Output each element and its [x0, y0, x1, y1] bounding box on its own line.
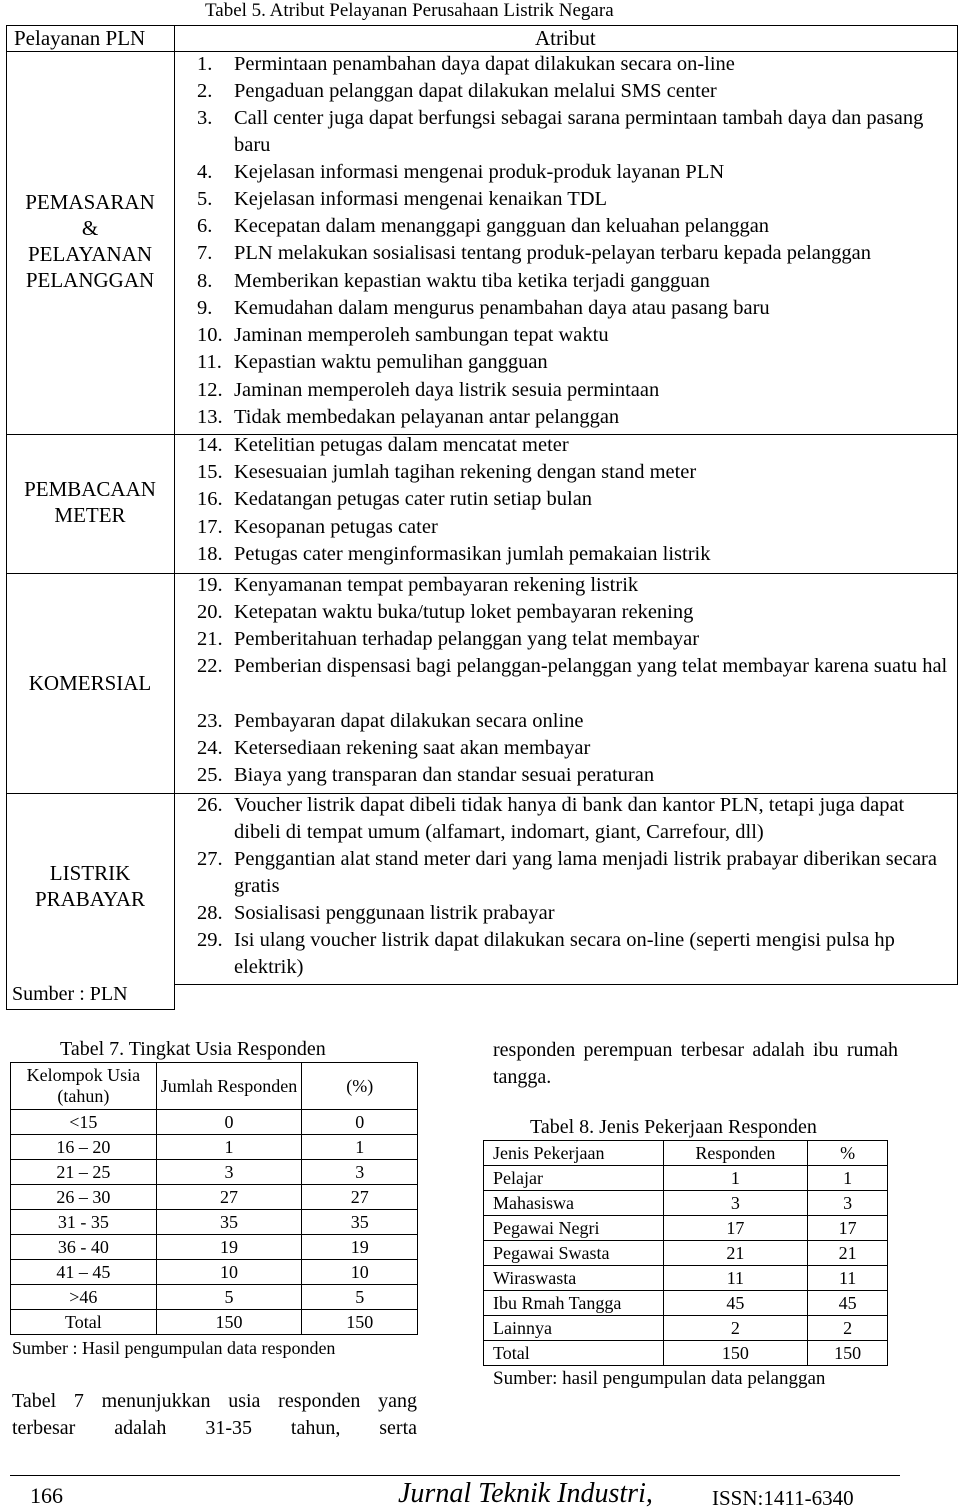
attribute-text: Ketepatan waktu buka/tutup loket pembayaran rekening: [234, 601, 694, 623]
table-cell: Pegawai Swasta: [484, 1241, 664, 1266]
table-row: [484, 1316, 888, 1341]
attribute-number: 11.: [197, 351, 222, 373]
attribute-number: 22.: [197, 655, 223, 677]
table-cell: 21: [808, 1241, 888, 1266]
attribute-text: Petugas cater menginformasikan jumlah pemakaian listrik: [234, 543, 711, 565]
table-row: [11, 1210, 418, 1235]
table-cell: 150: [808, 1341, 888, 1366]
table-row: [484, 1291, 888, 1316]
table-cell: 150: [156, 1310, 302, 1335]
journal-issn: ISSN:1411-6340: [712, 1486, 854, 1510]
journal-name: Jurnal Teknik Industri,: [398, 1478, 653, 1509]
group-line: PEMBACAAN: [24, 477, 156, 501]
group-line: LISTRIK: [49, 861, 131, 885]
group-line: METER: [54, 503, 126, 527]
table-cell: 3: [663, 1191, 808, 1216]
table-cell: 0: [156, 1110, 302, 1135]
table5-attribute-header: Atribut: [535, 26, 596, 50]
table-cell: 1: [663, 1166, 808, 1191]
attribute-number: 10.: [197, 324, 223, 346]
attribute-text: Kesesuaian jumlah tagihan rekening dengan stand meter: [234, 461, 697, 483]
table-cell: 27: [156, 1185, 302, 1210]
attribute-text: Voucher listrik dapat dibeli tidak hanya di bank dan kantor PLN, tetapi juga dapat dibeli di tempat umum (alfamart, indomart, giant, Carrefour, dll): [234, 794, 905, 843]
attribute-number: 17.: [197, 516, 223, 538]
attribute-text: Pemberian dispensasi bagi pelanggan-pelanggan yang telat membayar karena suatu hal: [234, 655, 948, 677]
attribute-text: Ketelitian petugas dalam mencatat meter: [234, 434, 569, 456]
table-cell: 1: [808, 1166, 888, 1191]
attribute-text: Sosialisasi penggunaan listrik prabayar: [234, 902, 555, 924]
attribute-text: Pengaduan pelanggan dapat dilakukan melalui SMS center: [234, 80, 717, 102]
table-row: [484, 1241, 888, 1266]
table-cell: 21: [663, 1241, 808, 1266]
attribute-text: Permintaan penambahan daya dapat dilakukan secara on-line: [234, 53, 735, 75]
table8-caption: Tabel 8. Jenis Pekerjaan Responden: [530, 1116, 817, 1138]
table7-header-cell: Kelompok Usia (tahun): [11, 1063, 157, 1110]
table-cell: 0: [302, 1110, 418, 1135]
attribute-number: 15.: [197, 461, 223, 483]
table-cell: 10: [156, 1260, 302, 1285]
table-cell: 19: [302, 1235, 418, 1260]
table-cell: 150: [302, 1310, 418, 1335]
attribute-text: Kepastian waktu pemulihan gangguan: [234, 351, 548, 373]
table-row: [11, 1135, 418, 1160]
paragraph-left: Tabel 7 menunjukkan usia responden yang terbesar adalah 31-35 tahun, serta: [12, 1390, 417, 1439]
table-cell: Mahasiswa: [484, 1191, 664, 1216]
table-cell: 2: [808, 1316, 888, 1341]
table-cell: 11: [808, 1266, 888, 1291]
attribute-text: Ketersediaan rekening saat akan membayar: [234, 737, 591, 759]
table-cell: 1: [302, 1135, 418, 1160]
table-cell: 35: [156, 1210, 302, 1235]
table-cell: <15: [11, 1110, 157, 1135]
table-row: [11, 1160, 418, 1185]
table-cell: 10: [302, 1260, 418, 1285]
attribute-text: Kedatangan petugas cater rutin setiap bulan: [234, 488, 593, 510]
table8-header-cell: %: [808, 1141, 888, 1166]
table-cell: 17: [808, 1216, 888, 1241]
group-line: PELAYANAN: [27, 242, 153, 266]
table-cell: 150: [663, 1341, 808, 1366]
attribute-number: 4.: [197, 161, 213, 183]
table-cell: Ibu Rmah Tangga: [484, 1291, 664, 1316]
table-cell: Total: [11, 1310, 157, 1335]
attribute-number: 21.: [197, 628, 223, 650]
table-row: [11, 1185, 418, 1210]
table-row: [484, 1341, 888, 1366]
paragraph-right: responden perempuan terbesar adalah ibu rumah tangga.: [493, 1039, 898, 1088]
attribute-text: Tidak membedakan pelayanan antar pelanggan: [234, 406, 620, 428]
attribute-text: Isi ulang voucher listrik dapat dilakukan secara on-line (seperti mengisi pulsa hp elektrik): [234, 929, 895, 978]
attribute-number: 13.: [197, 406, 223, 428]
table-cell: Pelajar: [484, 1166, 664, 1191]
table5-source: Sumber : PLN: [12, 983, 128, 1005]
attribute-number: 7.: [197, 242, 213, 264]
attribute-text: Kesopanan petugas cater: [234, 516, 438, 538]
page-number: 166: [30, 1483, 63, 1508]
group-line: &: [81, 216, 99, 240]
attribute-text: Kecepatan dalam menanggapi gangguan dan keluahan pelanggan: [234, 215, 770, 237]
attribute-text: Pembayaran dapat dilakukan secara online: [234, 710, 584, 732]
table8-header-cell: Responden: [663, 1141, 808, 1166]
attribute-text: Kejelasan informasi mengenai kenaikan TDL: [234, 188, 608, 210]
table-cell: 19: [156, 1235, 302, 1260]
attribute-number: 18.: [197, 543, 223, 565]
table7-header-cell: Jumlah Responden: [156, 1063, 302, 1110]
table-row: [484, 1166, 888, 1191]
table-cell: Lainnya: [484, 1316, 664, 1341]
table-cell: 11: [663, 1266, 808, 1291]
attribute-number: 16.: [197, 488, 223, 510]
table-cell: 1: [156, 1135, 302, 1160]
table7-caption: Tabel 7. Tingkat Usia Responden: [60, 1038, 326, 1060]
attribute-number: 20.: [197, 601, 223, 623]
attribute-number: 23.: [197, 710, 223, 732]
table-cell: 31 - 35: [11, 1210, 157, 1235]
table-row: [11, 1110, 418, 1135]
table-cell: 2: [663, 1316, 808, 1341]
table8-header-cell: Jenis Pekerjaan: [484, 1141, 664, 1166]
table-cell: 45: [663, 1291, 808, 1316]
table8-source: Sumber: hasil pengumpulan data pelanggan: [493, 1368, 826, 1389]
table-cell: 21 – 25: [11, 1160, 157, 1185]
table-cell: >46: [11, 1285, 157, 1310]
attribute-text: Call center juga dapat berfungsi sebagai sarana permintaan tambah daya dan pasang baru: [234, 107, 924, 156]
table-cell: 26 – 30: [11, 1185, 157, 1210]
attribute-number: 28.: [197, 902, 223, 924]
table7-header-cell: (%): [302, 1063, 418, 1110]
table-row: [484, 1216, 888, 1241]
attribute-number: 12.: [197, 379, 223, 401]
table-cell: 27: [302, 1185, 418, 1210]
table5-service-header: Pelayanan PLN: [14, 26, 146, 50]
attribute-number: 2.: [197, 80, 213, 102]
table-cell: 17: [663, 1216, 808, 1241]
attribute-text: Penggantian alat stand meter dari yang lama menjadi listrik prabayar diberikan secara gratis: [234, 848, 937, 897]
table-cell: 35: [302, 1210, 418, 1235]
attribute-number: 29.: [197, 929, 223, 951]
table-cell: 5: [302, 1285, 418, 1310]
attribute-text: Jaminan memperoleh sambungan tepat waktu: [234, 324, 609, 346]
attribute-number: 9.: [197, 297, 213, 319]
table5-caption: Tabel 5. Atribut Pelayanan Perusahaan Listrik Negara: [205, 0, 614, 21]
attribute-text: PLN melakukan sosialisasi tentang produk-pelayan terbaru kepada pelanggan: [234, 242, 872, 264]
attribute-text: Pemberitahuan terhadap pelanggan yang telat membayar: [234, 628, 700, 650]
group-line: PRABAYAR: [34, 887, 146, 911]
table5-group-prabayar: [6, 860, 174, 912]
table-cell: Total: [484, 1341, 664, 1366]
footer-rule: [10, 1475, 900, 1476]
group-line: PEMASARAN: [25, 190, 155, 214]
table7: [10, 1062, 418, 1335]
table-cell: 16 – 20: [11, 1135, 157, 1160]
table-cell: Pegawai Negri: [484, 1216, 664, 1241]
table5-group-pemasaran: [6, 189, 174, 293]
attribute-number: 1.: [197, 53, 213, 75]
table-cell: 45: [808, 1291, 888, 1316]
table-cell: 3: [808, 1191, 888, 1216]
table5: [6, 25, 958, 1010]
attribute-number: 19.: [197, 574, 223, 596]
attribute-number: 8.: [197, 270, 213, 292]
attribute-number: 5.: [197, 188, 213, 210]
attribute-text: Biaya yang transparan dan standar sesuai peraturan: [234, 764, 655, 786]
table-row: [11, 1260, 418, 1285]
attribute-number: 24.: [197, 737, 223, 759]
table-row: [11, 1285, 418, 1310]
table-cell: 3: [302, 1160, 418, 1185]
attribute-number: 25.: [197, 764, 223, 786]
attribute-number: 26.: [197, 794, 223, 816]
table7-source: Sumber : Hasil pengumpulan data responden: [12, 1338, 336, 1358]
attribute-text: Memberikan kepastian waktu tiba ketika terjadi gangguan: [234, 270, 710, 292]
attribute-text: Kemudahan dalam mengurus penambahan daya atau pasang baru: [234, 297, 770, 319]
table-row: [484, 1191, 888, 1216]
attribute-text: Jaminan memperoleh daya listrik sesuia permintaan: [234, 379, 660, 401]
attribute-text: Kenyamanan tempat pembayaran rekening listrik: [234, 574, 639, 596]
table-row: [484, 1266, 888, 1291]
table-cell: 36 - 40: [11, 1235, 157, 1260]
table-cell: Wiraswasta: [484, 1266, 664, 1291]
table5-group-pembacaan: [6, 476, 174, 528]
table-cell: 41 – 45: [11, 1260, 157, 1285]
table-row: [11, 1235, 418, 1260]
table-cell: 3: [156, 1160, 302, 1185]
table8: [483, 1140, 888, 1366]
attribute-number: 14.: [197, 434, 223, 456]
attribute-text: Kejelasan informasi mengenai produk-produk layanan PLN: [234, 161, 725, 183]
table-cell: 5: [156, 1285, 302, 1310]
attribute-number: 27.: [197, 848, 223, 870]
table5-group-komersial: [6, 670, 174, 696]
table8-header-row: [484, 1141, 888, 1166]
group-line: KOMERSIAL: [28, 671, 152, 695]
attribute-number: 6.: [197, 215, 213, 237]
table-row: [11, 1310, 418, 1335]
attribute-number: 3.: [197, 107, 213, 129]
group-line: PELANGGAN: [25, 268, 155, 292]
table7-header-row: [11, 1063, 418, 1110]
